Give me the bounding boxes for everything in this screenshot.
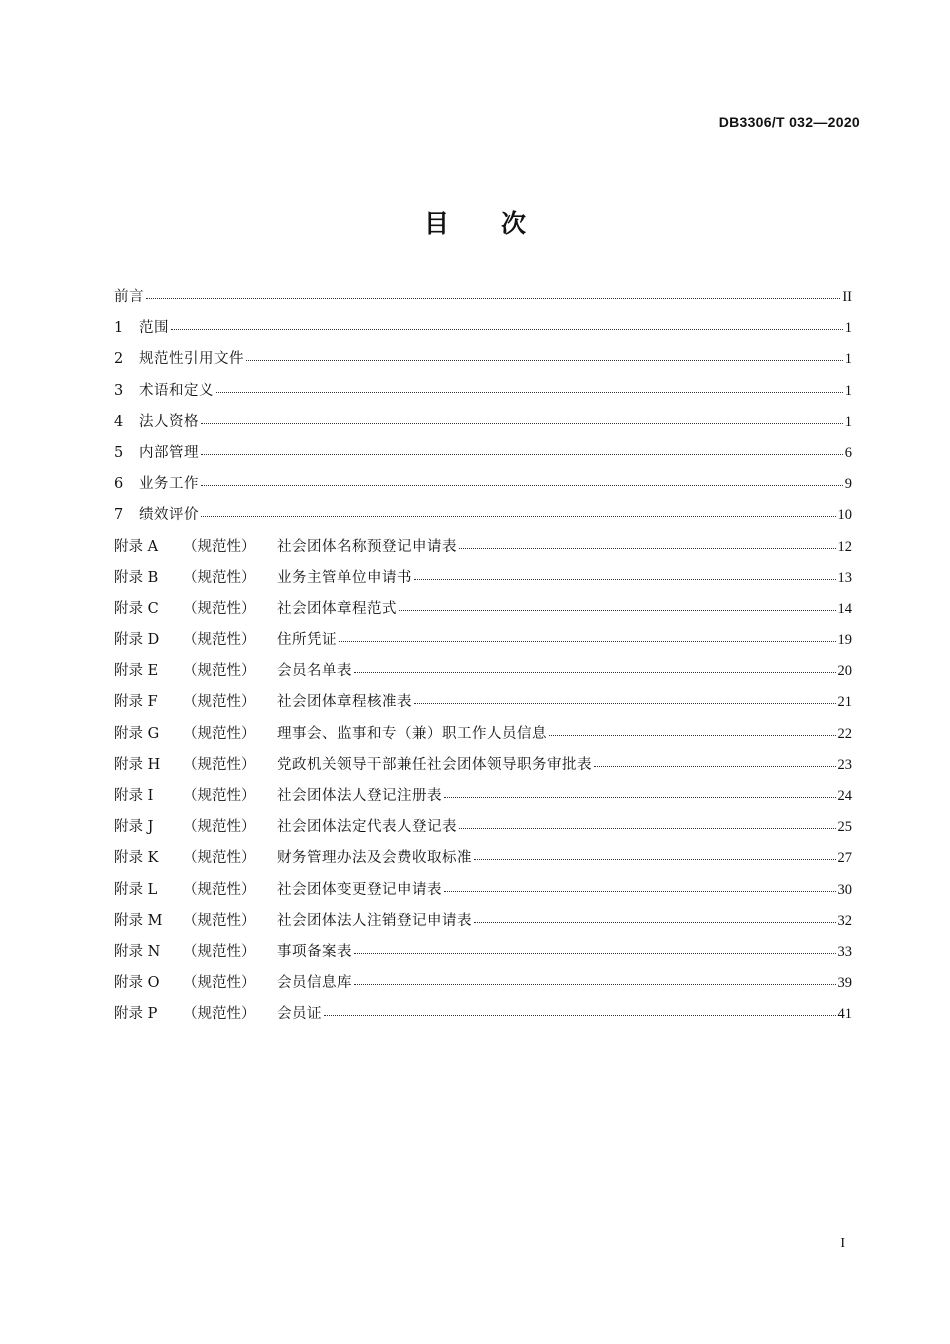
appendix-kind: （规范性）	[183, 756, 256, 773]
appendix-page: 30	[837, 881, 852, 898]
dot-leader	[444, 891, 836, 892]
toc-entry-page: 1	[844, 320, 852, 337]
title-char-1: 目	[423, 209, 449, 238]
appendix-label: 附录 J	[114, 819, 154, 836]
appendix-kind: （规范性）	[183, 663, 256, 680]
toc-appendix-entry[interactable]	[114, 812, 852, 843]
appendix-title: 会员证	[277, 1006, 322, 1023]
dot-leader	[414, 703, 836, 704]
toc-appendix-entry[interactable]	[114, 999, 852, 1030]
appendix-title: 社会团体法人注销登记申请表	[277, 912, 472, 929]
toc-entry-number: 5	[114, 444, 124, 461]
toc-appendix-entry[interactable]	[114, 781, 852, 812]
appendix-title: 社会团体法人登记注册表	[277, 788, 442, 804]
toc-entry-page: 6	[844, 444, 852, 461]
appendix-page: 19	[837, 632, 852, 649]
appendix-label: 附录 D	[114, 632, 160, 649]
toc-entry-number: 1	[114, 320, 124, 337]
appendix-label: 附录 N	[114, 943, 161, 960]
toc-entry[interactable]	[114, 407, 852, 438]
toc-entry-page: 1	[844, 382, 852, 399]
appendix-page: 13	[837, 569, 852, 586]
dot-leader	[414, 579, 836, 580]
toc-entry-label: 前言	[114, 289, 144, 305]
appendix-kind: （规范性）	[183, 538, 256, 555]
title-char-2: 次	[501, 209, 527, 238]
appendix-label: 附录 F	[114, 694, 158, 711]
appendix-page: 24	[837, 788, 852, 804]
toc-entry-page: 1	[844, 351, 852, 368]
dot-leader	[339, 641, 836, 642]
toc-entry[interactable]	[114, 500, 852, 531]
toc-entry-label: 业务工作	[139, 476, 199, 493]
appendix-kind: （规范性）	[183, 975, 256, 992]
toc-entry-label: 规范性引用文件	[139, 351, 244, 368]
toc-entry[interactable]	[114, 469, 852, 500]
appendix-title: 社会团体名称预登记申请表	[277, 538, 457, 555]
appendix-title: 党政机关领导干部兼任社会团体领导职务审批表	[277, 756, 592, 773]
appendix-page: 41	[837, 1006, 852, 1023]
toc-entry-page: 1	[844, 413, 852, 430]
appendix-title: 会员名单表	[277, 663, 352, 680]
dot-leader	[459, 548, 836, 549]
toc-entry-number: 3	[114, 382, 124, 399]
standard-code: DB3306/T 032—2020	[718, 114, 860, 130]
appendix-label: 附录 K	[114, 850, 159, 867]
appendix-kind: （规范性）	[183, 850, 256, 867]
dot-leader	[201, 423, 843, 424]
appendix-label: 附录 L	[114, 881, 158, 898]
appendix-title: 业务主管单位申请书	[277, 569, 412, 586]
toc-entry-page: 10	[837, 507, 852, 524]
appendix-title: 社会团体变更登记申请表	[277, 881, 442, 898]
toc-appendix-entry[interactable]	[114, 532, 852, 563]
appendix-title: 事项备案表	[277, 943, 352, 960]
appendix-title: 社会团体章程范式	[277, 600, 397, 617]
toc-entry-number: 7	[114, 507, 124, 524]
appendix-label: 附录 O	[114, 975, 160, 992]
appendix-title: 财务管理办法及会费收取标准	[277, 850, 472, 867]
toc-appendix-entry[interactable]	[114, 875, 852, 906]
toc-entry-number: 6	[114, 476, 124, 493]
footer-page-number: I	[840, 1236, 845, 1251]
appendix-kind: （规范性）	[183, 788, 256, 804]
dot-leader	[459, 828, 836, 829]
appendix-kind: （规范性）	[183, 819, 256, 836]
toc-entry-number: 4	[114, 413, 124, 430]
dot-leader	[399, 610, 836, 611]
appendix-label: 附录 M	[114, 912, 163, 929]
appendix-label: 附录 A	[114, 538, 159, 555]
appendix-kind: （规范性）	[183, 725, 256, 742]
dot-leader	[201, 516, 836, 517]
dot-leader	[354, 953, 836, 954]
toc-appendix-entry[interactable]	[114, 563, 852, 594]
appendix-kind: （规范性）	[183, 943, 256, 960]
appendix-label: 附录 P	[114, 1006, 158, 1023]
toc-entry-label: 内部管理	[139, 444, 199, 461]
toc-appendix-entry[interactable]	[114, 594, 852, 625]
appendix-kind: （规范性）	[183, 694, 256, 711]
dot-leader	[594, 766, 836, 767]
dot-leader	[171, 329, 843, 330]
appendix-label: 附录 C	[114, 600, 159, 617]
toc-entry[interactable]	[114, 344, 852, 375]
appendix-page: 12	[837, 538, 852, 555]
dot-leader	[201, 454, 843, 455]
toc-appendix-entry[interactable]	[114, 687, 852, 718]
appendix-title: 社会团体章程核准表	[277, 694, 412, 711]
appendix-label: 附录 I	[114, 788, 154, 804]
appendix-label: 附录 E	[114, 663, 159, 680]
toc-appendix-entry[interactable]	[114, 750, 852, 781]
appendix-title: 会员信息库	[277, 975, 352, 992]
dot-leader	[549, 735, 836, 736]
toc-entry[interactable]	[114, 438, 852, 469]
appendix-kind: （规范性）	[183, 569, 256, 586]
toc-entry[interactable]	[114, 313, 852, 344]
dot-leader	[146, 298, 840, 299]
appendix-page: 33	[837, 943, 852, 960]
table-of-contents	[114, 282, 852, 1031]
dot-leader	[324, 1015, 836, 1016]
appendix-page: 20	[837, 663, 852, 680]
dot-leader	[201, 485, 843, 486]
toc-entry-page: II	[842, 289, 852, 305]
toc-entry[interactable]	[114, 376, 852, 407]
appendix-label: 附录 H	[114, 756, 161, 773]
appendix-label: 附录 B	[114, 569, 159, 586]
toc-entry-number: 2	[114, 351, 124, 368]
appendix-page: 22	[837, 725, 852, 742]
appendix-kind: （规范性）	[183, 632, 256, 649]
dot-leader	[246, 360, 843, 361]
dot-leader	[474, 859, 836, 860]
toc-entry[interactable]	[114, 282, 852, 313]
appendix-page: 25	[837, 819, 852, 836]
appendix-title: 社会团体法定代表人登记表	[277, 819, 457, 836]
toc-appendix-entry[interactable]	[114, 625, 852, 656]
appendix-title: 理事会、监事和专（兼）职工作人员信息	[277, 725, 547, 742]
dot-leader	[444, 797, 836, 798]
dot-leader	[354, 984, 836, 985]
appendix-kind: （规范性）	[183, 881, 256, 898]
appendix-page: 21	[837, 694, 852, 711]
appendix-title: 住所凭证	[277, 632, 337, 649]
toc-entry-label: 绩效评价	[139, 507, 199, 524]
toc-entry-label: 范围	[139, 320, 169, 337]
appendix-kind: （规范性）	[183, 600, 256, 617]
appendix-page: 23	[837, 756, 852, 773]
toc-appendix-entry[interactable]	[114, 937, 852, 968]
appendix-page: 32	[837, 912, 852, 929]
toc-appendix-entry[interactable]	[114, 719, 852, 750]
appendix-page: 27	[837, 850, 852, 867]
appendix-page: 14	[837, 600, 852, 617]
toc-appendix-entry[interactable]	[114, 906, 852, 937]
appendix-page: 39	[837, 975, 852, 992]
appendix-kind: （规范性）	[183, 912, 256, 929]
dot-leader	[474, 922, 836, 923]
toc-appendix-entry[interactable]	[114, 843, 852, 874]
appendix-label: 附录 G	[114, 725, 160, 742]
toc-entry-label: 术语和定义	[139, 382, 214, 399]
dot-leader	[216, 392, 843, 393]
appendix-kind: （规范性）	[183, 1006, 256, 1023]
dot-leader	[354, 672, 836, 673]
page-title	[0, 204, 950, 240]
toc-entry-label: 法人资格	[139, 413, 199, 430]
toc-appendix-entry[interactable]	[114, 968, 852, 999]
toc-entry-page: 9	[844, 476, 852, 493]
toc-appendix-entry[interactable]	[114, 656, 852, 687]
